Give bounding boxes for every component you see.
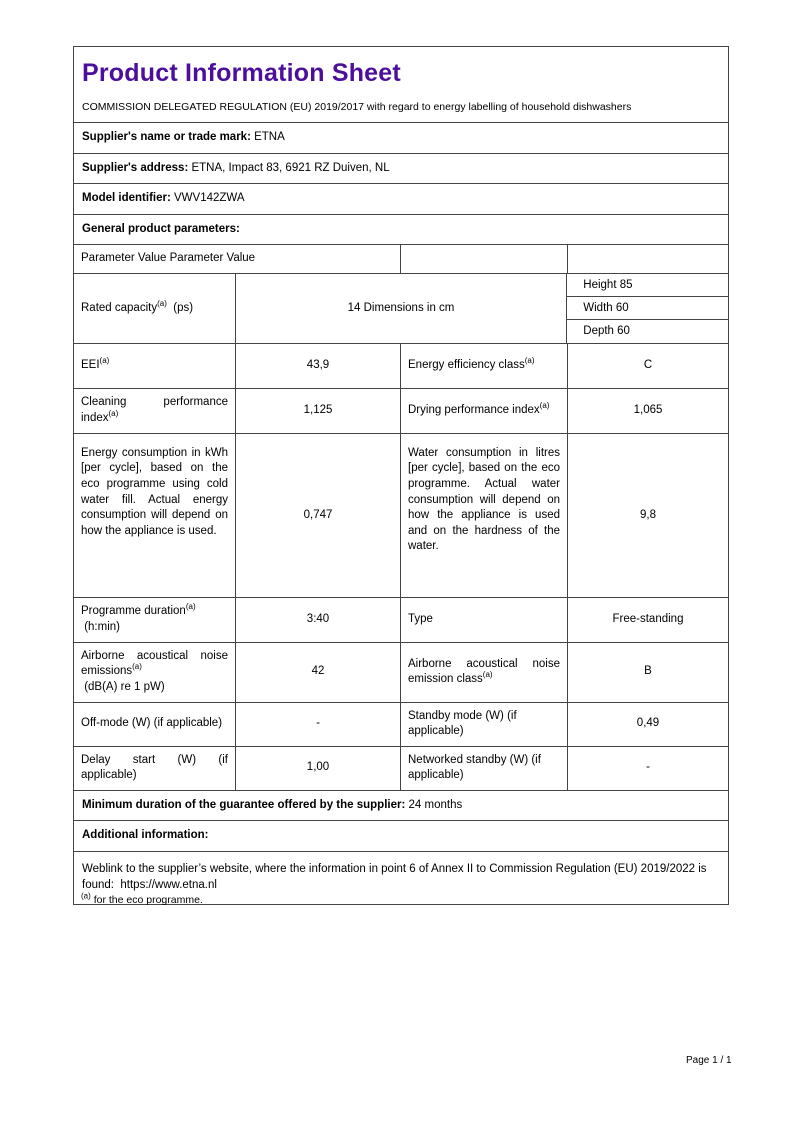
parameter-header-left: Parameter Value Parameter Value: [74, 245, 401, 273]
off-mode-label: Off-mode (W) (if applicable): [74, 703, 236, 746]
duration-footnote: (a): [185, 602, 196, 612]
eei-value: 43,9: [236, 344, 401, 388]
drying-index-label: Drying performance index: [408, 404, 540, 417]
energy-consumption-value: 0,747: [236, 434, 401, 597]
guarantee-row: [74, 791, 728, 822]
rated-capacity-value-cell: 14 Dimensions in cm: [236, 274, 568, 343]
dimension-depth: Depth 60: [583, 324, 630, 337]
noise-class-label: Airborne acoustical noise emission class: [408, 657, 560, 686]
type-value: Free-standing: [612, 613, 684, 626]
dimensions-list: [567, 274, 728, 343]
duration-unit: (h:min): [84, 620, 120, 633]
noise-row: [74, 643, 728, 703]
off-mode-value: -: [236, 703, 401, 746]
noise-label: Airborne acoustical noise emissions: [81, 649, 228, 678]
standby-label: Standby mode (W) (if applicable): [401, 703, 568, 746]
water-consumption-label: Water consumption in litres [per cycle], based on the eco programme. Actual water consumption will depend on how the appliance is used and on the hardness of the water.: [401, 434, 568, 597]
energy-consumption-label: Energy consumption in kWh [per cycle], based on the eco programme using cold water fill. Actual energy consumption will depend on how the appliance is used.: [74, 434, 236, 597]
page-footer: Page 1 / 1: [686, 1055, 732, 1066]
supplier-name-cell: [74, 123, 728, 153]
model-identifier-row: [74, 184, 728, 215]
guarantee-label: Minimum duration of the guarantee offered by the supplier:: [82, 798, 406, 811]
page-title: Product Information Sheet: [82, 59, 401, 87]
duration-value: 3:40: [236, 598, 401, 642]
supplier-name-value: ETNA: [254, 131, 285, 144]
weblink-text: Weblink to the supplier’s website, where the information in point 6 of Annex II to Commission Regulation (EU) 2019/2022 is found:: [82, 862, 707, 892]
noise-class-footnote: (a): [482, 670, 493, 680]
parameter-header-mid: [401, 245, 568, 273]
supplier-address-cell: [74, 154, 728, 184]
model-identifier-cell: [74, 184, 728, 214]
cleaning-drying-row: [74, 389, 728, 434]
weblink-url[interactable]: https://www.etna.nl: [120, 879, 217, 892]
energy-class-footnote: (a): [524, 356, 535, 366]
noise-value: 42: [236, 643, 401, 702]
drying-index-value: 1,065: [633, 404, 663, 417]
footnote: [81, 891, 203, 906]
networked-standby-value: -: [646, 761, 650, 774]
guarantee-value: 24 months: [408, 798, 463, 811]
title-block: [74, 47, 728, 122]
parameter-header-right: [568, 245, 728, 273]
general-parameters-heading: General product parameters:: [82, 222, 240, 235]
cleaning-index-label: Cleaning performance index: [81, 396, 228, 424]
duration-label-cell: [74, 598, 236, 642]
regulation-subtitle: COMMISSION DELEGATED REGULATION (EU) 2019/2017 with regard to energy labelling of household dishwashers: [82, 100, 632, 113]
energy-class-value: C: [643, 359, 653, 372]
drying-index-footnote: (a): [539, 401, 550, 411]
delay-start-label: Delay start (W) (if applicable): [74, 747, 236, 790]
footnote-marker: (a): [81, 891, 91, 901]
supplier-name-label: Supplier's name or trade mark:: [82, 131, 251, 144]
product-information-sheet: [73, 46, 729, 905]
rated-capacity-label-cell: [74, 274, 236, 343]
noise-class-label-cell: [401, 643, 568, 702]
rated-capacity-row: [74, 274, 728, 344]
consumption-row: [74, 434, 728, 598]
noise-class-value: B: [644, 665, 652, 678]
supplier-address-label: Supplier's address:: [82, 161, 189, 174]
cleaning-index-value: 1,125: [236, 389, 401, 433]
supplier-address-value: ETNA, Impact 83, 6921 RZ Duiven, NL: [191, 161, 390, 174]
duration-type-row: [74, 598, 728, 643]
title-row: [74, 47, 728, 123]
noise-label-cell: [74, 643, 236, 702]
networked-standby-label: Networked standby (W) (if applicable): [401, 747, 568, 790]
type-label: Type: [401, 598, 568, 642]
footnote-text: for the eco programme.: [93, 894, 203, 906]
eei-label-cell: [74, 344, 236, 388]
offmode-standby-row: [74, 703, 728, 747]
guarantee-cell: [74, 791, 728, 821]
energy-class-label: Energy efficiency class: [408, 359, 525, 372]
water-consumption-value: 9,8: [640, 508, 656, 521]
standby-value: 0,49: [636, 717, 660, 730]
general-parameters-row: [74, 215, 728, 246]
cleaning-index-footnote: (a): [108, 409, 119, 419]
cleaning-index-label-cell: [74, 389, 236, 433]
delay-start-value: 1,00: [236, 747, 401, 790]
drying-index-label-cell: [401, 389, 568, 433]
rated-capacity-label: Rated capacity: [81, 301, 158, 314]
dimension-width: Width 60: [567, 297, 728, 320]
model-identifier-value: VWV142ZWA: [174, 192, 245, 205]
eei-footnote: (a): [99, 356, 110, 366]
noise-footnote: (a): [132, 662, 142, 672]
energy-class-label-cell: [401, 344, 568, 388]
delaystart-networked-row: [74, 747, 728, 791]
noise-unit: (dB(A) re 1 pW): [84, 681, 165, 693]
additional-information-row: [74, 821, 728, 852]
rated-capacity-footnote: (a): [157, 298, 167, 308]
duration-label: Programme duration: [81, 605, 186, 618]
additional-information-heading: Additional information:: [82, 829, 209, 842]
supplier-name-row: [74, 123, 728, 154]
supplier-address-row: [74, 154, 728, 185]
parameter-header-row: [74, 245, 728, 274]
eei-row: [74, 344, 728, 389]
model-identifier-label: Model identifier:: [82, 192, 171, 205]
rated-capacity-unit: (ps): [173, 301, 194, 314]
dimension-height: Height 85: [567, 274, 728, 297]
eei-label: EEI: [81, 359, 100, 372]
